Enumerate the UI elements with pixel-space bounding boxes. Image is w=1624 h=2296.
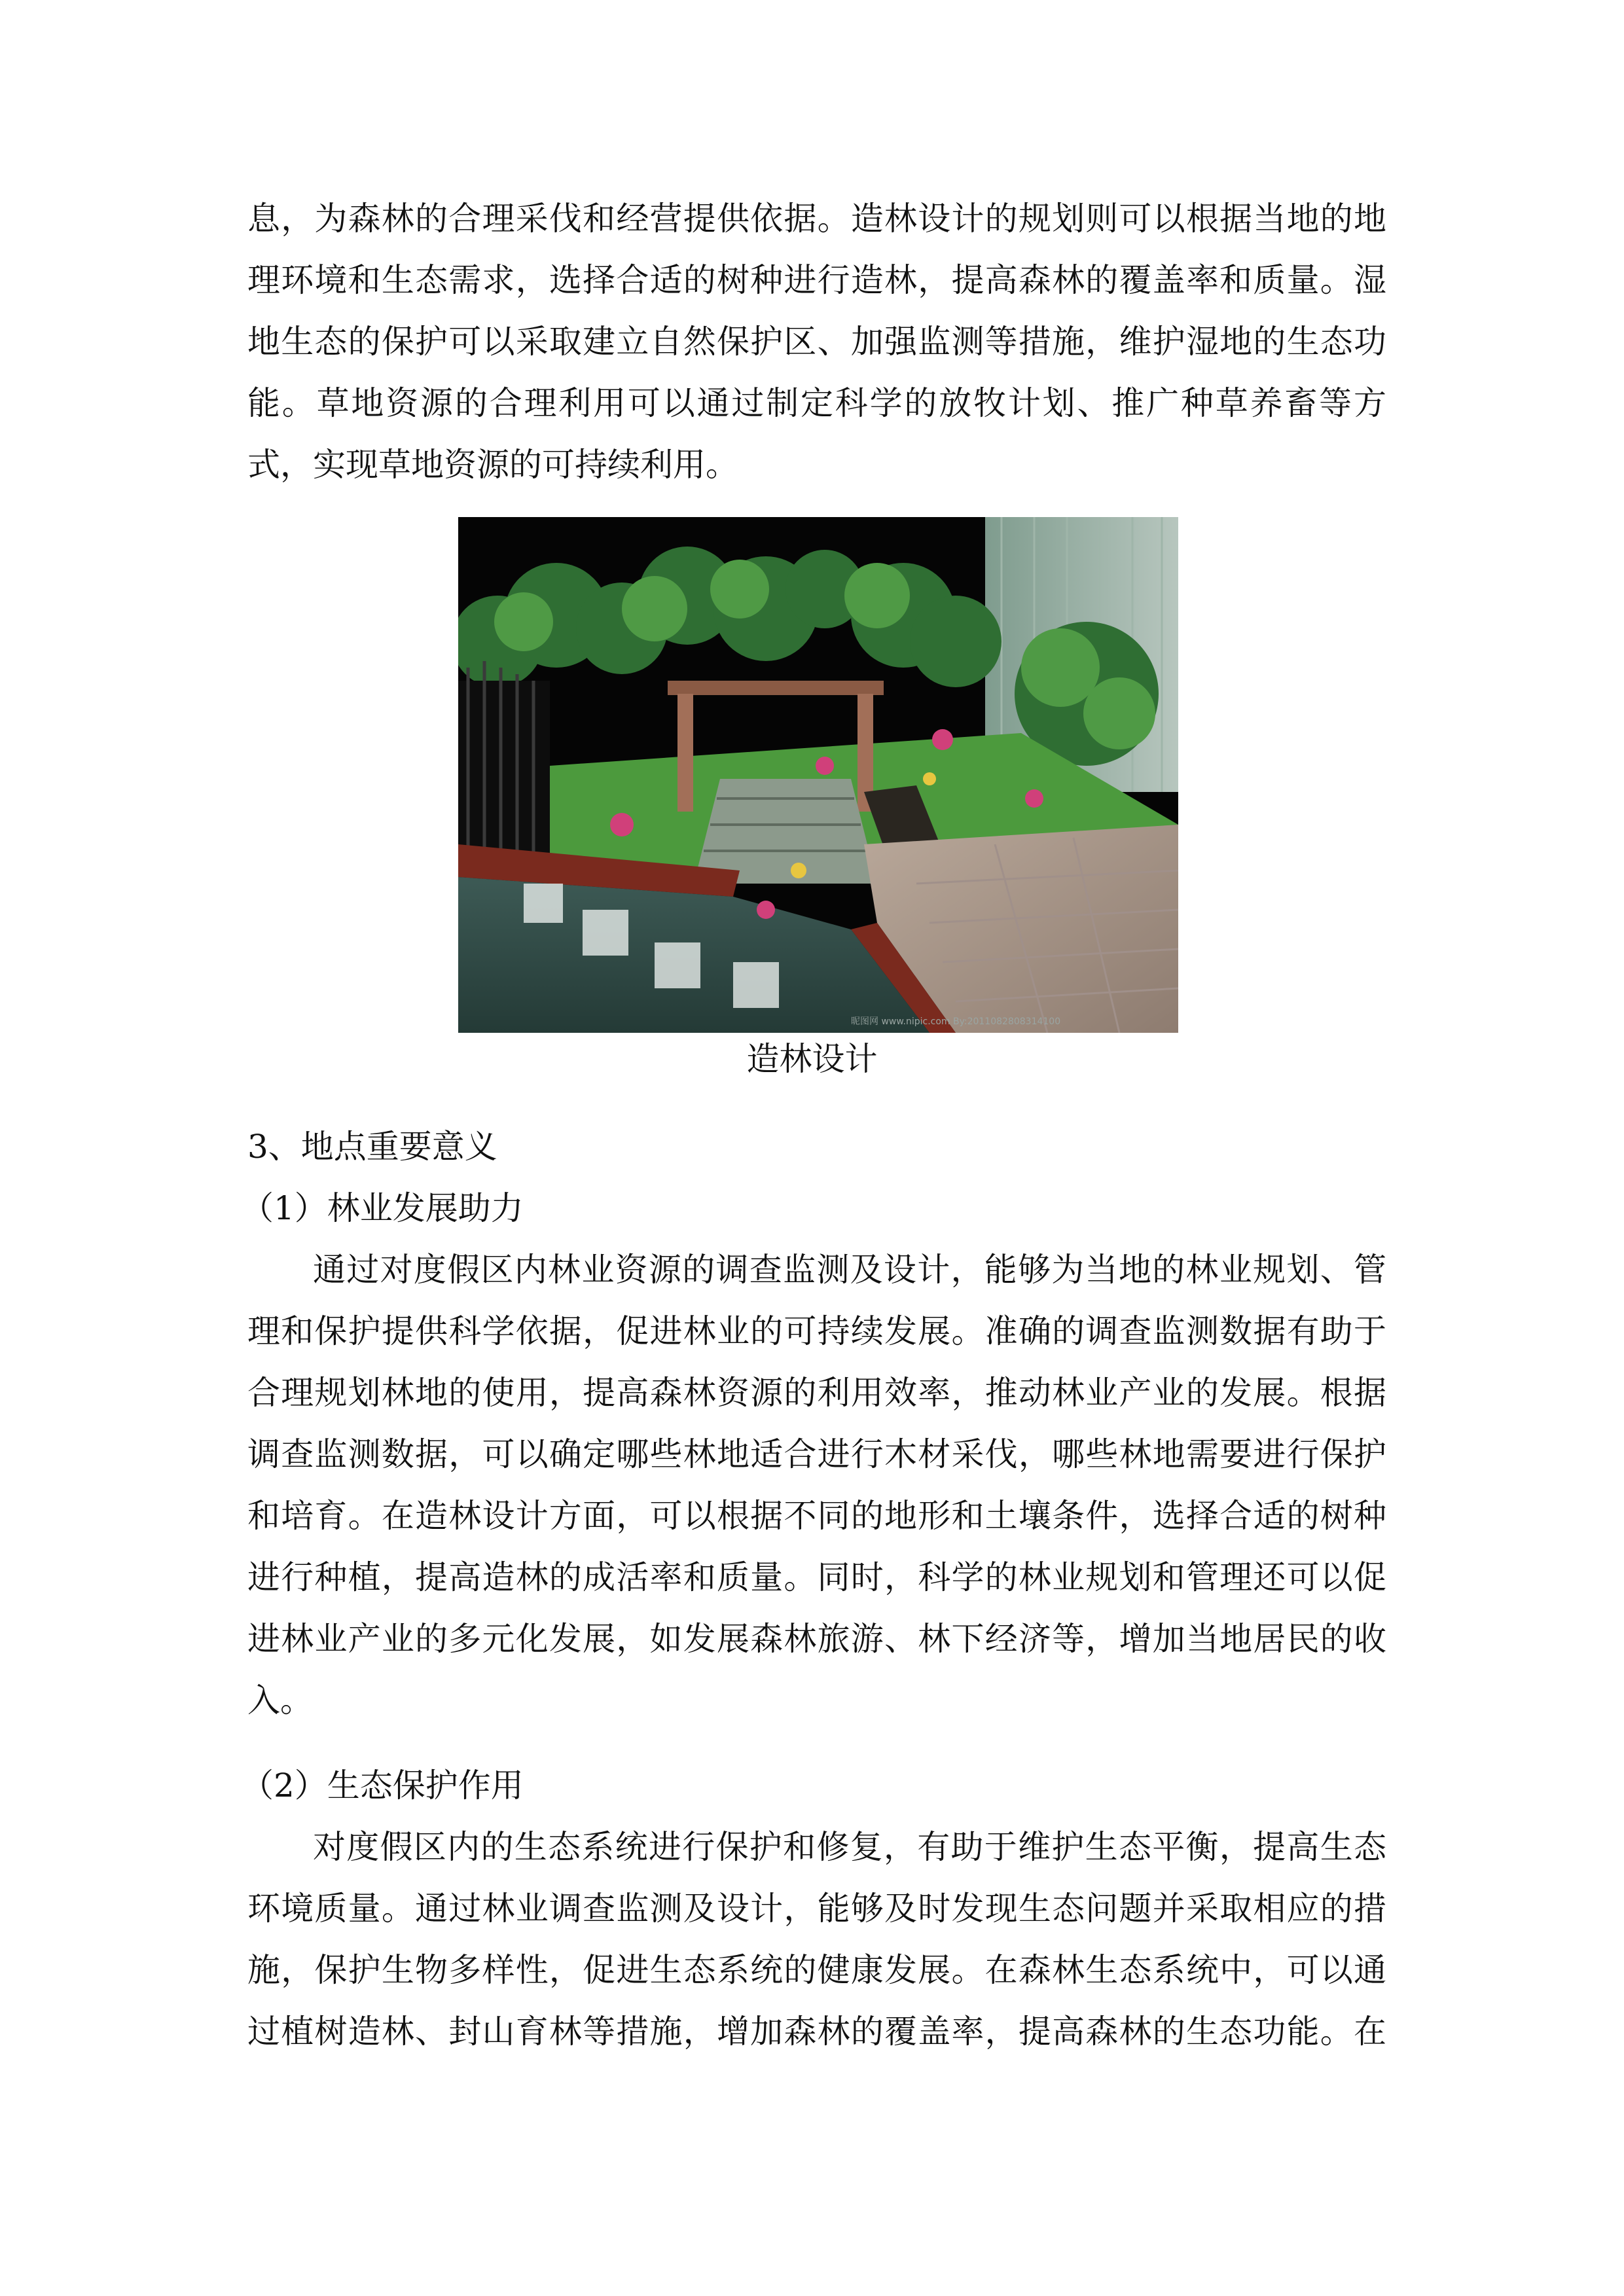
image-watermark: 昵图网 www.nipic.com By:2011082808314100: [851, 1016, 1061, 1027]
paragraph-line: 入。: [247, 1681, 313, 1719]
figure-caption: 造林设计: [746, 1040, 878, 1078]
paragraph-line: 式，实现草地资源的可持续利用。: [247, 446, 738, 484]
paragraph-line: 过植树造林、封山育林等措施，增加森林的覆盖率，提高森林的生态功能。在: [247, 2013, 1386, 2051]
paragraph-line: 能。草地资源的合理利用可以通过制定科学的放牧计划、推广种草养畜等方: [247, 384, 1386, 422]
paragraph-line: 进林业产业的多元化发展，如发展森林旅游、林下经济等，增加当地居民的收: [247, 1620, 1386, 1658]
paragraph-line: 合理规划林地的使用，提高森林资源的利用效率，推动林业产业的发展。根据: [247, 1374, 1386, 1412]
paragraph-line: 进行种植，提高造林的成活率和质量。同时，科学的林业规划和管理还可以促: [247, 1558, 1386, 1596]
subsection-heading: （1）林业发展助力: [241, 1189, 524, 1227]
paragraph-line: 通过对度假区内林业资源的调查监测及设计，能够为当地的林业规划、管: [313, 1251, 1386, 1289]
paragraph-line: 和培育。在造林设计方面，可以根据不同的地形和土壤条件，选择合适的树种: [247, 1497, 1386, 1535]
subsection-heading: （2）生态保护作用: [241, 1767, 524, 1804]
paragraph-line: 理环境和生态需求，选择合适的树种进行造林，提高森林的覆盖率和质量。湿: [247, 261, 1386, 299]
paragraph-line: 理和保护提供科学依据，促进林业的可持续发展。准确的调查监测数据有助于: [247, 1312, 1386, 1350]
garden-design-image: [458, 517, 1178, 1033]
paragraph-line: 息，为森林的合理采伐和经营提供依据。造林设计的规划则可以根据当地的地: [247, 200, 1386, 238]
paragraph-line: 地生态的保护可以采取建立自然保护区、加强监测等措施，维护湿地的生态功: [247, 323, 1386, 361]
paragraph-line: 调查监测数据，可以确定哪些林地适合进行木材采伐，哪些林地需要进行保护: [247, 1435, 1386, 1473]
section-heading: 3、地点重要意义: [247, 1128, 497, 1166]
paragraph-line: 施，保护生物多样性，促进生态系统的健康发展。在森林生态系统中，可以通: [247, 1951, 1386, 1989]
paragraph-line: 对度假区内的生态系统进行保护和修复，有助于维护生态平衡，提高生态: [313, 1828, 1386, 1866]
paragraph-line: 环境质量。通过林业调查监测及设计，能够及时发现生态问题并采取相应的措: [247, 1890, 1386, 1928]
